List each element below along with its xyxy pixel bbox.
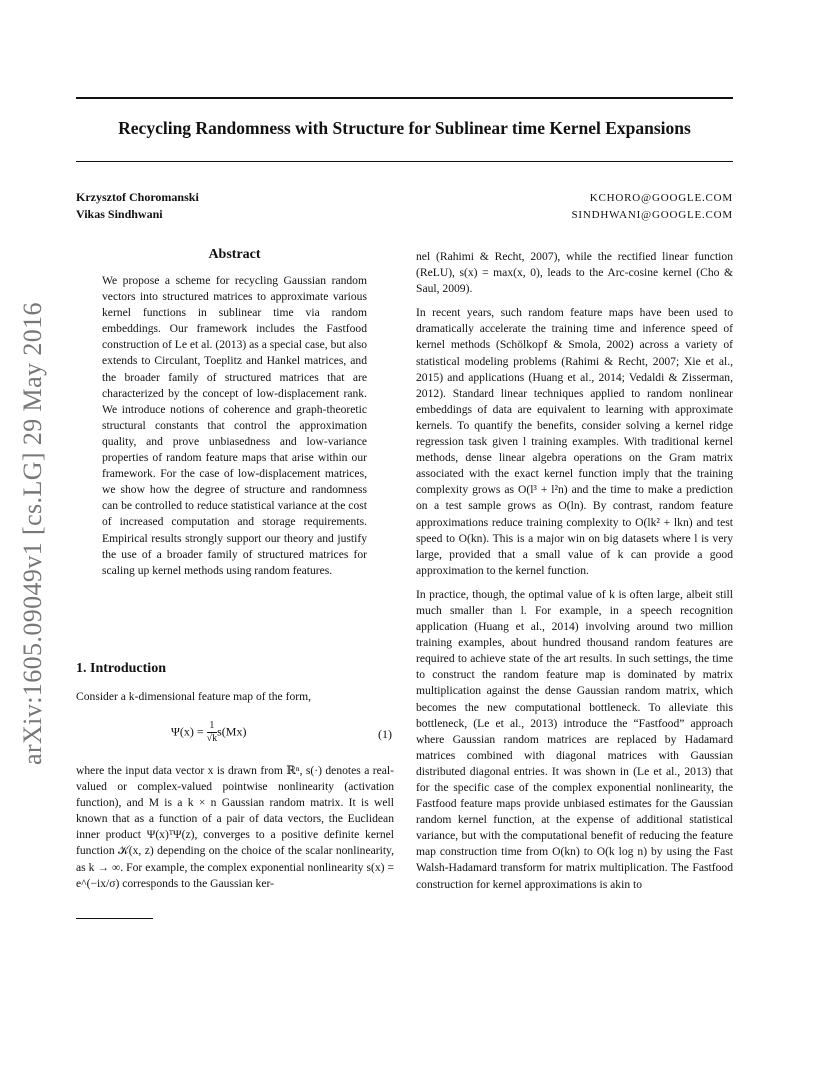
- intro-paragraph-2-text: where the input data vector x is drawn from ℝⁿ, s(·) denotes a real-valued or complex-valued pointwise nonlinearity (activation function), and M is a k × n Gaussian random matrix. It is well known that as a function of a pair of data vectors, the Euclidean inner product Ψ(x)ᵀΨ(z), converges to a positive definite kernel function 𝒦(x, z) depending on the choice of the scalar nonlinearity, as k → ∞. For example, the complex exponential nonlinearity s(x) = e^(−ix/σ) corresponds to the Gaussian ker-: [76, 764, 394, 890]
- paper-title: Recycling Randomness with Structure for Sublinear time Kernel Expansions: [118, 118, 691, 138]
- right-column: [416, 249, 733, 901]
- equation-rhs: s(Mx): [217, 724, 247, 739]
- equation-fraction: [207, 720, 218, 745]
- equation-lhs: Ψ(x) =: [171, 724, 204, 739]
- abstract-paragraph: We propose a scheme for recycling Gaussian random vectors into structured matrices to approximate various kernel functions in sublinear time via random embeddings. Our framework includes the Fastfood construction of Le et al. (2013) as a special case, but also extends to Circulant, Toeplitz and Hankel matrices, and the broader family of structured matrices that are characterized by the concept of low-displacement rank. We introduce notions of coherence and graph-theoretic structural constants that control the approximation quality, and prove unbiasedness and low-variance properties of random feature maps that arise within our framework. For the case of low-displacement matrices, we show how the degree of structure and randomness can be controlled to reduce statistical variance at the cost of increased computation and storage requirements. Empirical results strongly support our theory and justify the use of a broader family of structured matrices for scaling up kernel methods using random features.: [102, 274, 367, 577]
- equation-1: [76, 720, 394, 756]
- intro-paragraph-1-text: Consider a k-dimensional feature map of the form,: [76, 690, 312, 703]
- author-email-2[interactable]: SINDHWANI@GOOGLE.COM: [571, 209, 733, 221]
- right-paragraph-1: nel (Rahimi & Recht, 2007), while the rectified linear function (ReLU), s(x) = max(x, 0), leads to the Arc-cosine kernel (Cho & Saul, 2009).: [416, 250, 733, 296]
- equation-body: [171, 720, 246, 745]
- author-name-2: Vikas Sindhwani: [76, 207, 163, 221]
- intro-paragraph-2: [76, 763, 394, 900]
- arxiv-stamp[interactable]: arXiv:1605.09049v1 [cs.LG] 29 May 2016: [18, 302, 47, 765]
- title-bottom-rule: [76, 161, 733, 162]
- section-heading-introduction: 1. Introduction: [76, 661, 166, 676]
- equation-numerator: 1: [207, 720, 218, 733]
- right-paragraph-3: In practice, though, the optimal value of k is often large, albeit still much smaller than l. For example, in a speech recognition application (Huang et al., 2014) involving around two million training examples, about hundred thousand random features are required to achieve state of the art results. In such settings, the time to construct the random feature map is dominated by matrix multiplication against the dense Gaussian random matrix, which becomes the new computational bottleneck. To alleviate this bottleneck, (Le et al., 2013) introduce the “Fastfood” approach where Gaussian random matrices are replaced by Hadamard matrices combined with diagonal matrices with Gaussian distributed diagonal entries. It was shown in (Le et al., 2013) that for the specific case of the complex exponential nonlinearity, the Fastfood feature maps provide unbiased estimates for the Gaussian random kernel function, at the expense of additional statistical variance, but with the computational benefit of reducing the feature map construction time from O(kn) to O(k log n) by using the Fast Walsh-Hadamard transform for matrix multiplication. The Fastfood construction for kernel approximations is akin to: [416, 587, 733, 891]
- author-email-1[interactable]: KCHORO@GOOGLE.COM: [589, 192, 733, 204]
- abstract-text: [102, 273, 367, 587]
- top-rule: [76, 97, 733, 99]
- abstract-heading: Abstract: [208, 247, 261, 262]
- author-name-1: Krzysztof Choromanski: [76, 190, 199, 204]
- equation-number: (1): [378, 727, 392, 741]
- footnote-rule: [76, 918, 153, 919]
- equation-denominator: √k: [206, 733, 218, 744]
- intro-paragraph-1: [76, 689, 394, 713]
- right-paragraph-2: In recent years, such random feature maps have been used to dramatically accelerate the training time and inference speed of kernel methods (Schölkopf & Smola, 2002) across a variety of statistical modeling problems (Rahimi & Recht, 2007; Xie et al., 2015) and applications (Huang et al., 2014; Vedaldi & Zisserman, 2012). Standard linear techniques applied to random nonlinear embeddings of data are equivalent to learning with approximate kernels. To quantify the benefits, consider solving a kernel ridge regression task given l training examples. With traditional kernel methods, dense linear algebra operations on the Gram matrix associated with the exact kernel function imply that the training complexity grows as O(l³ + l²n) and the time to make a prediction on a test sample grows as O(ln). By contrast, random feature approximations reduce training complexity to O(lk² + lkn) and test speed to O(kn). This is a major win on big datasets where l is very large, provided that a small value of k can provide a good approximation to the kernel function.: [416, 306, 733, 577]
